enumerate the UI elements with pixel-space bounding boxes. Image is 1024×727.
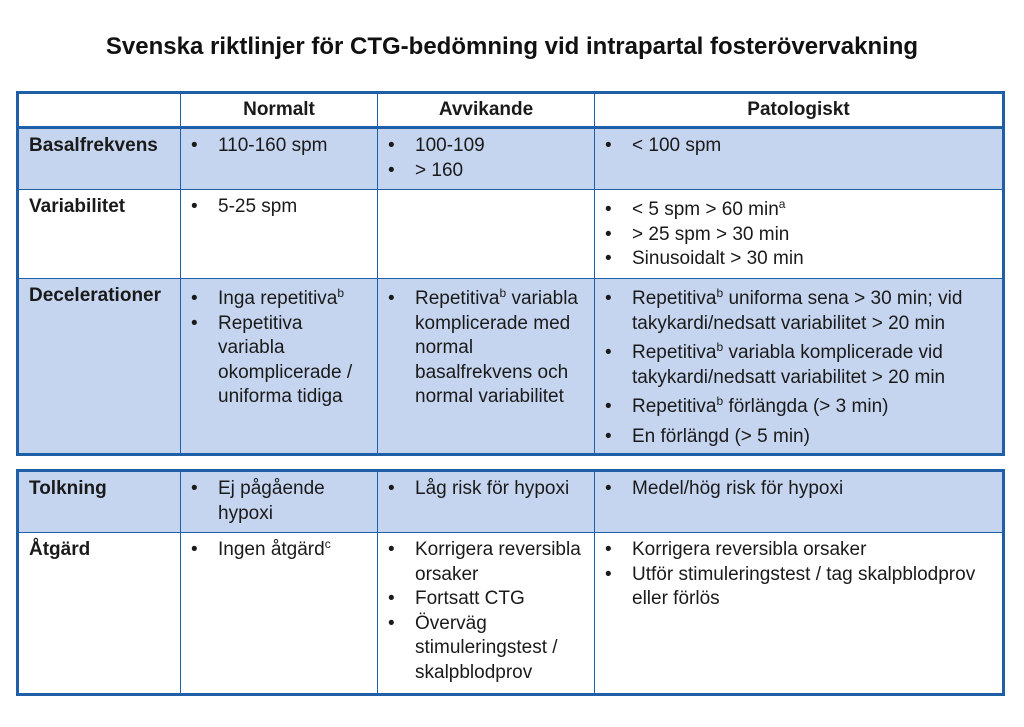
- row-decelerationer: [18, 279, 1004, 455]
- list-item: • > 160: [388, 159, 586, 184]
- item-text: Repetitiva: [632, 288, 717, 309]
- item-text: Inga repetitiva: [218, 288, 338, 309]
- bullet-list: [595, 190, 1002, 276]
- row-label: Decelerationer: [18, 279, 181, 455]
- bullet-list: [181, 129, 377, 163]
- header-avvikande: Avvikande: [378, 93, 595, 128]
- ctg-action-table: [16, 469, 1005, 696]
- item-text-continued: variabla komplicerade vid takykardi/nedsatt variabilitet > 20 min: [632, 342, 946, 388]
- cell-patologiskt: [595, 128, 1004, 190]
- list-item: • > 25 spm > 30 min: [605, 223, 994, 248]
- bullet-list: [378, 533, 594, 689]
- list-item: • 110-160 spm: [191, 134, 369, 159]
- item-text: Repetitiva: [415, 288, 500, 309]
- list-item: • Sinusoidalt > 30 min: [605, 247, 994, 272]
- bullet-list: [181, 472, 377, 530]
- header-normalt: Normalt: [181, 93, 378, 128]
- footnote-marker: b: [716, 340, 724, 354]
- list-item: [388, 287, 586, 410]
- cell-avvikande: [378, 190, 595, 279]
- row-basalfrekvens: [18, 128, 1004, 190]
- row-tolkning: [18, 471, 1004, 533]
- list-item: • Repetitiva variabla okomplicerade / uniforma tidiga: [191, 312, 369, 410]
- list-item: • Fortsatt CTG: [388, 587, 586, 612]
- item-text: Ingen åtgärd: [218, 539, 325, 560]
- cell-normalt: [181, 279, 378, 455]
- list-item: [605, 395, 994, 420]
- row-label: Basalfrekvens: [18, 128, 181, 190]
- item-text-continued: uniforma sena > 30 min; vid takykardi/nedsatt variabilitet > 20 min: [632, 288, 963, 334]
- list-item: • Korrigera reversibla orsaker: [388, 538, 586, 587]
- cell-normalt: [181, 533, 378, 695]
- list-item: [605, 341, 994, 390]
- footnote-marker: c: [324, 537, 331, 551]
- row-label: Tolkning: [18, 471, 181, 533]
- row-atgard: [18, 533, 1004, 695]
- row-label: Åtgärd: [18, 533, 181, 695]
- item-text: Repetitiva: [632, 396, 717, 417]
- bullet-list: [378, 279, 594, 414]
- list-item: • Överväg stimuleringstest / skalpblodprov: [388, 612, 586, 686]
- list-item: • Låg risk för hypoxi: [388, 477, 586, 502]
- bullet-list: [181, 279, 377, 414]
- footnote-marker: b: [337, 286, 345, 300]
- list-item: • En förlängd (> 5 min): [605, 425, 994, 450]
- bullet-list: [595, 279, 1002, 453]
- header-patologiskt: Patologiskt: [595, 93, 1004, 128]
- item-text: < 5 spm > 60 min: [632, 199, 779, 220]
- footnote-marker: b: [716, 394, 724, 408]
- bullet-list: [378, 129, 594, 187]
- list-item: • Korrigera reversibla orsaker: [605, 538, 994, 563]
- row-variabilitet: [18, 190, 1004, 279]
- bullet-list: [378, 472, 594, 506]
- footnote-marker: b: [716, 286, 724, 300]
- footnote-marker: b: [499, 286, 507, 300]
- cell-avvikande: [378, 533, 595, 695]
- cell-patologiskt: [595, 279, 1004, 455]
- bullet-list: [595, 129, 1002, 163]
- item-text-continued: förlängda (> 3 min): [723, 396, 889, 417]
- page-title: Svenska riktlinjer för CTG-bedömning vid intrapartal fosterövervakning: [105, 33, 919, 60]
- footnote-marker: a: [778, 197, 786, 211]
- list-item: • Medel/hög risk för hypoxi: [605, 477, 994, 502]
- bullet-list: [181, 533, 377, 567]
- item-text: Repetitiva: [632, 342, 717, 363]
- ctg-criteria-table: [16, 91, 1005, 456]
- cell-avvikande: [378, 128, 595, 190]
- bullet-list: [181, 190, 377, 224]
- cell-avvikande: [378, 471, 595, 533]
- cell-avvikande: [378, 279, 595, 455]
- header-empty-cell: [18, 93, 181, 128]
- table-header-row: [18, 93, 1004, 128]
- list-item: • Utför stimuleringstest / tag skalpblodprov eller förlös: [605, 563, 994, 612]
- cell-patologiskt: [595, 533, 1004, 695]
- cell-patologiskt: [595, 471, 1004, 533]
- item-text-continued: variabla komplicerade med normal basalfrekvens och normal variabilitet: [415, 288, 579, 407]
- cell-patologiskt: [595, 190, 1004, 279]
- cell-normalt: [181, 128, 378, 190]
- list-item: [191, 538, 369, 563]
- cell-normalt: [181, 190, 378, 279]
- bullet-list: [595, 533, 1002, 616]
- bullet-list: [595, 472, 1002, 506]
- bullet-list: [378, 190, 594, 199]
- list-item: • 5-25 spm: [191, 195, 369, 220]
- list-item: • < 100 spm: [605, 134, 994, 159]
- list-item: [605, 287, 994, 336]
- cell-normalt: [181, 471, 378, 533]
- list-item: [605, 198, 994, 223]
- list-item: • 100-109: [388, 134, 586, 159]
- row-label: Variabilitet: [18, 190, 181, 279]
- list-item: [191, 287, 369, 312]
- list-item: • Ej pågående hypoxi: [191, 477, 369, 526]
